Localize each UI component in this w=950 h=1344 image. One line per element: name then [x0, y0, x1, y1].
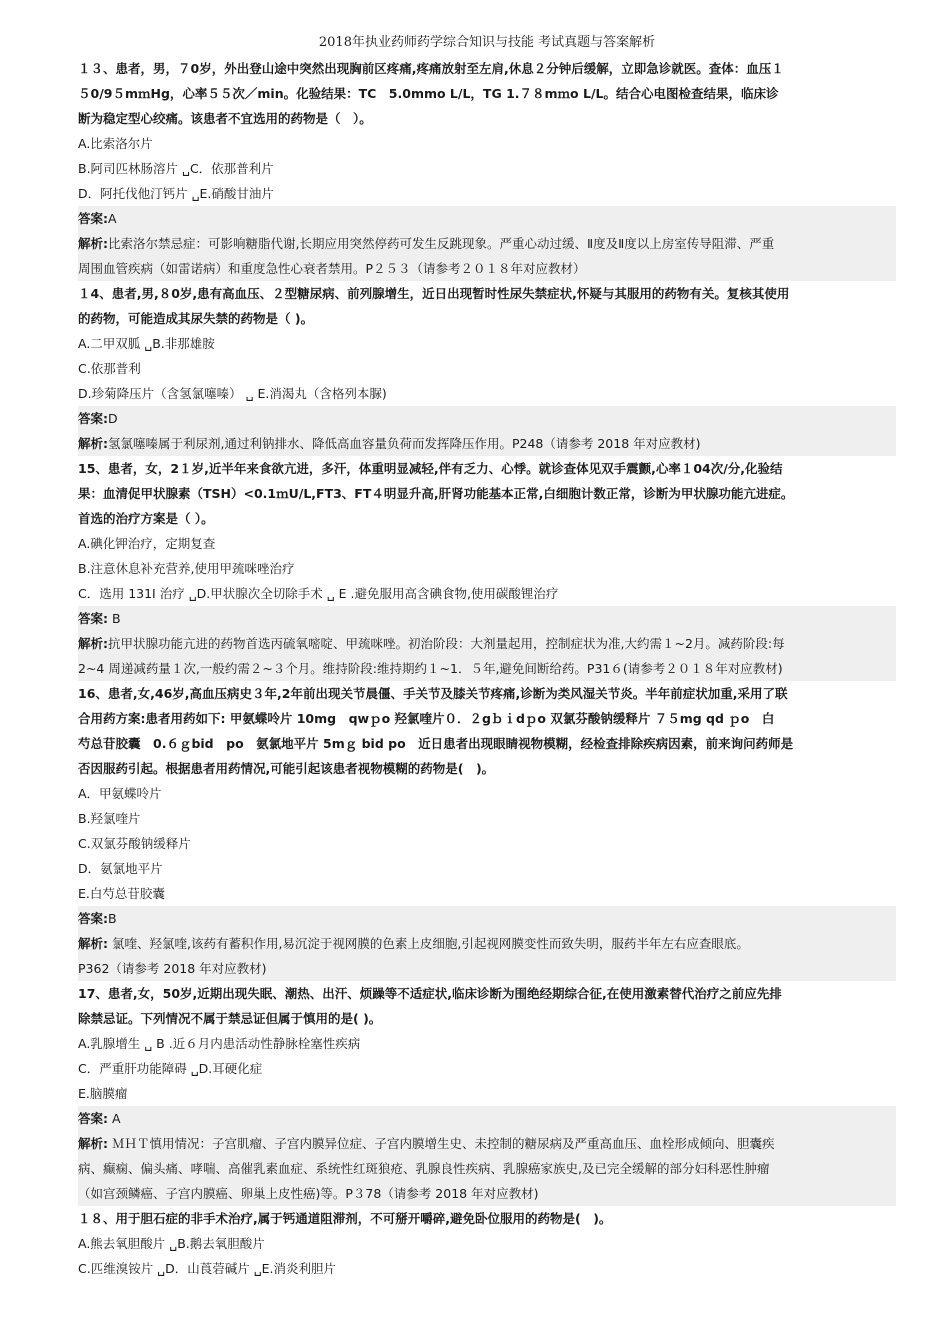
analysis-label: 解析: — [78, 936, 108, 951]
option-line: D．氨氯地平片 — [78, 861, 163, 876]
question-stem-line: ５0/9５mｍHg，心率５５次／min。化验结果：TC 5.0mmo L/L，TG 1.７８mｍo L/L。结合心电图检查结果，临床诊 — [78, 86, 779, 101]
question-14 — [78, 281, 896, 456]
option-line: D．阿托伐他汀钙片 ␣E.硝酸甘油片 — [78, 186, 274, 201]
option-line: A.二甲双胍 ␣B.非那雄胺 — [78, 336, 215, 351]
option-line: C．选用 131I 治疗 ␣D.甲状腺次全切除手术 ␣ E .避免服用高含碘食物,使用碳酸锂治疗 — [78, 586, 559, 601]
answer-line — [78, 206, 896, 231]
analysis-line — [78, 1131, 896, 1156]
option-line: D.珍菊降压片（含氢氯噻嗪） ␣ E.消渴丸（含格列本脲) — [78, 386, 387, 401]
answer-value: B — [108, 611, 121, 626]
question-stem-line: １３、患者，男，７0岁，外出登山途中突然出现胸前区疼痛,疼痛放射至左肩,休息２分钟后缓解，立即急诊就医。查体：血压１ — [78, 61, 784, 76]
answer-value: A — [108, 1111, 121, 1126]
analysis-text: 抗甲状腺功能亢进的药物首选丙硫氧嘧啶、甲巯咪唑。初治阶段：大剂量起用，控制症状为准,大约需１~2月。减药阶段:每 — [108, 636, 785, 651]
option-line: E.白芍总苷胶囊 — [78, 886, 165, 901]
analysis-line: P362（请参考 2018 年对应教材) — [78, 956, 896, 981]
answer-label: 答案: — [78, 911, 108, 926]
option-line: C.双氯芬酸钠缓释片 — [78, 836, 191, 851]
answer-label: 答案: — [78, 611, 108, 626]
answer-value: D — [108, 411, 118, 426]
analysis-label: 解析: — [78, 1136, 108, 1151]
question-stem-line: １８、用于胆石症的非手术治疗,属于钙通道阻滞剂，不可掰开嚼碎,避免卧位服用的药物是( )。 — [78, 1211, 612, 1226]
question-stem-line: 合用药方案:患者用药如下: 甲氨蝶呤片 10mg qwｐo 羟氯喹片０．２gｂｉdｐo 双氯芬酸钠缓释片 ７５mg qd ｐo 白 — [78, 711, 775, 726]
analysis-text: ＭＨＴ慎用情况：子宫肌瘤、子宫内膜异位症、子宫内膜增生史、未控制的糖尿病及严重高血压、血栓形成倾向、胆囊疾 — [108, 1136, 775, 1151]
question-stem-line: 的药物，可能造成其尿失禁的药物是（ )。 — [78, 311, 314, 326]
option-line: C．严重肝功能障碍 ␣D.耳硬化症 — [78, 1061, 263, 1076]
answer-value: A — [108, 211, 117, 226]
answer-label: 答案: — [78, 1111, 108, 1126]
question-stem-line: 16、患者,女,46岁,高血压病史３年,2年前出现关节晨僵、手关节及膝关节疼痛,诊断为类风湿关节炎。半年前症状加重,采用了联 — [78, 686, 788, 701]
answer-line — [78, 606, 896, 631]
question-stem-line: 首选的治疗方案是（ ）。 — [78, 511, 214, 526]
question-stem-line: １4、患者,男,８0岁,患有高血压、２型糖尿病、前列腺增生，近日出现暂时性尿失禁症状,怀疑与其服用的药物有关。复核其使用 — [78, 286, 790, 301]
question-15 — [78, 456, 896, 681]
analysis-line: 周围血管疾病（如雷诺病）和重度急性心衰者禁用。P２５３（请参考２０１８年对应教材） — [78, 256, 896, 281]
option-line: C.匹维溴铵片 ␣D．山莨菪碱片 ␣E.消炎利胆片 — [78, 1261, 337, 1276]
answer-line — [78, 406, 896, 431]
analysis-line: 2~4 周递减药量１次,一般约需２~３个月。维持阶段:维持期约１~1．５年,避免间断给药。P31６(请参考２０１８年对应教材) — [78, 656, 896, 681]
analysis-line — [78, 431, 896, 456]
answer-label: 答案: — [78, 211, 108, 226]
analysis-label: 解析: — [78, 636, 108, 651]
option-line: A.乳腺增生 ␣ B .近６月内患活动性静脉栓塞性疾病 — [78, 1036, 361, 1051]
question-13 — [78, 56, 896, 281]
question-stem-line: 果：血清促甲状腺素（TSH）<0.1ｍU/L,FT3、FT４明显升高,肝肾功能基本正常,白细胞计数正常，诊断为甲状腺功能亢进症。 — [78, 486, 794, 501]
option-line: B.羟氯喹片 — [78, 811, 141, 826]
question-stem-line: 否因服药引起。根据患者用药情况,可能引起该患者视物模糊的药物是( )。 — [78, 761, 495, 776]
option-line: A.碘化钾治疗，定期复查 — [78, 536, 216, 551]
option-line: A.比索洛尔片 — [78, 136, 153, 151]
document-title: 2018年执业药师药学综合知识与技能 考试真题与答案解析 — [318, 35, 656, 50]
question-17 — [78, 981, 896, 1206]
answer-line — [78, 1106, 896, 1131]
analysis-line — [78, 931, 896, 956]
document-page — [78, 30, 896, 1281]
analysis-line — [78, 231, 896, 256]
question-stem-line: 芍总苷胶囊 0.６ｇbid po 氨氯地平片 5mｇ bid po 近日患者出现眼睛视物模糊，经检查排除疾病因素，前来询问药师是 — [78, 736, 794, 751]
question-stem-line: 除禁忌证。下列情况不属于禁忌证但属于慎用的是( )。 — [78, 1011, 382, 1026]
analysis-line: （如宫颈鳞癌、子宫内膜癌、卵巢上皮性癌)等。P３78（请参考 2018 年对应教材) — [78, 1181, 896, 1206]
option-line: A.熊去氧胆酸片 ␣B.鹅去氧胆酸片 — [78, 1236, 265, 1251]
option-line: A．甲氨蝶呤片 — [78, 786, 162, 801]
answer-line — [78, 906, 896, 931]
analysis-line: 病、癫痫、偏头痛、哮喘、高催乳素血症、系统性红斑狼疮、乳腺良性疾病、乳腺癌家族史,及已完全缓解的部分妇科恶性肿瘤 — [78, 1156, 896, 1181]
question-stem-line: 15、患者，女，2１岁,近半年来食欲亢进，多汗，体重明显减轻,伴有乏力、心悸。就诊查体见双手震颤,心率１04次/分,化验结 — [78, 461, 783, 476]
question-18 — [78, 1206, 896, 1281]
analysis-label: 解析: — [78, 436, 108, 451]
analysis-text: 比索洛尔禁忌症：可影响糖脂代谢,长期应用突然停药可发生反跳现象。严重心动过缓、Ⅱ度及Ⅱ度以上房室传导阻滞、严重 — [108, 236, 775, 251]
answer-label: 答案: — [78, 411, 108, 426]
question-stem-line: 断为稳定型心绞痛。该患者不宜选用的药物是（ ）。 — [78, 111, 372, 126]
option-line: B.注意休息补充营养,使用甲巯咪唑治疗 — [78, 561, 295, 576]
question-16 — [78, 681, 896, 981]
analysis-line — [78, 631, 896, 656]
answer-value: B — [108, 911, 117, 926]
analysis-label: 解析: — [78, 236, 108, 251]
question-stem-line: 17、患者,女，50岁,近期出现失眠、潮热、出汗、烦躁等不适症状,临床诊断为围绝经期综合征,在使用激素替代治疗之前应先排 — [78, 986, 782, 1001]
analysis-text: 氯喹、羟氯喹,该药有蓄积作用,易沉淀于视网膜的色素上皮细胞,引起视网膜变性而致失明，服药半年左右应查眼底。 — [108, 936, 749, 951]
option-line: B.阿司匹林肠溶片 ␣C．依那普利片 — [78, 161, 274, 176]
option-line: E.脑膜瘤 — [78, 1086, 128, 1101]
analysis-text: 氢氯噻嗪属于利尿剂,通过利钠排水、降低高血容量负荷而发挥降压作用。P248（请参考 2018 年对应教材) — [108, 436, 701, 451]
option-line: C.依那普利 — [78, 361, 141, 376]
